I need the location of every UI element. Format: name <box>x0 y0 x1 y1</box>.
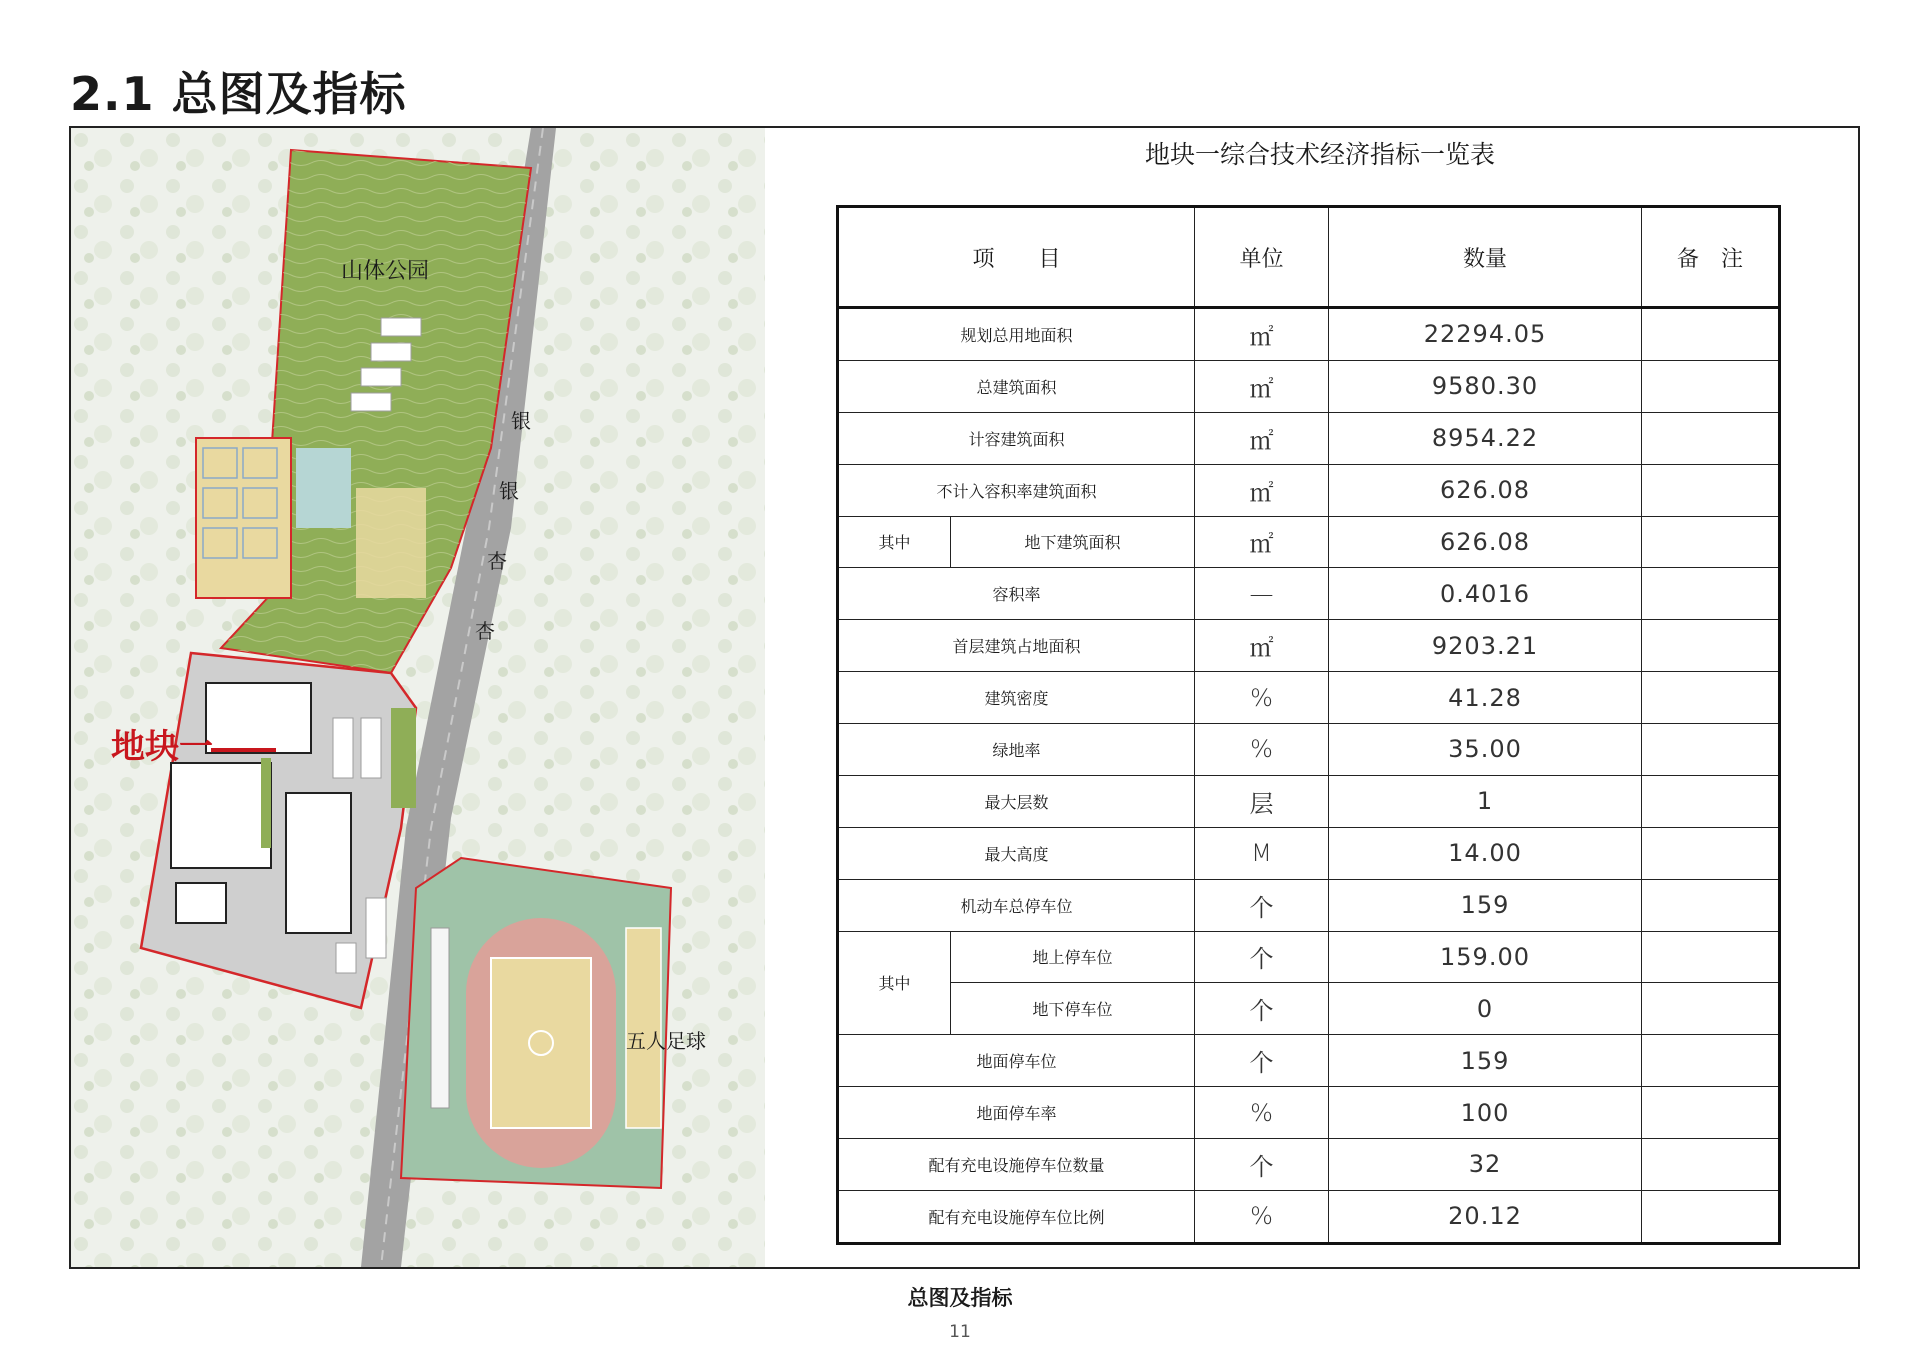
row-unit: 个 <box>1195 879 1329 931</box>
row-note <box>1642 827 1780 879</box>
row-value: 159 <box>1329 1035 1642 1087</box>
row-value: 1 <box>1329 775 1642 827</box>
label-road-2: 银 <box>499 479 519 503</box>
row-unit: 个 <box>1195 1035 1329 1087</box>
small-building <box>176 883 226 923</box>
table-row <box>838 464 1780 516</box>
label-mountain-park: 山体公园 <box>341 259 430 284</box>
row-value: 8954.22 <box>1329 412 1642 464</box>
row-name: 地面停车位 <box>838 1035 1195 1087</box>
row-name: 地面停车率 <box>838 1087 1195 1139</box>
row-name: 最大高度 <box>838 827 1195 879</box>
row-note <box>1642 983 1780 1035</box>
row-value: 35.00 <box>1329 724 1642 776</box>
label-futsal: 五人足球 <box>626 1029 706 1053</box>
row-note <box>1642 308 1780 361</box>
row-unit: ㎡ <box>1195 308 1329 361</box>
row-unit: 个 <box>1195 931 1329 983</box>
group-label: 其中 <box>838 516 951 568</box>
row-unit: 个 <box>1195 1139 1329 1191</box>
row-name: 容积率 <box>838 568 1195 620</box>
row-unit: % <box>1195 1087 1329 1139</box>
row-unit: % <box>1195 672 1329 724</box>
row-name: 地下建筑面积 <box>951 516 1195 568</box>
row-value: 100 <box>1329 1087 1642 1139</box>
court-pool <box>296 448 351 528</box>
plot-green-strip <box>261 758 271 848</box>
row-note <box>1642 464 1780 516</box>
indicator-table <box>836 205 1781 1245</box>
table-row <box>838 412 1780 464</box>
group-label: 其中 <box>838 931 951 1035</box>
table-row <box>838 620 1780 672</box>
row-value: 626.08 <box>1329 516 1642 568</box>
table-row <box>838 308 1780 361</box>
row-unit: ㎡ <box>1195 620 1329 672</box>
row-unit: — <box>1195 568 1329 620</box>
table-row <box>838 827 1780 879</box>
footer-label: 总图及指标 <box>907 1286 1013 1310</box>
row-name: 建筑密度 <box>838 672 1195 724</box>
label-road-1: 银 <box>511 409 531 433</box>
row-value: 9580.30 <box>1329 360 1642 412</box>
row-name: 机动车总停车位 <box>838 879 1195 931</box>
row-unit: ㎡ <box>1195 516 1329 568</box>
football-pitch <box>491 958 591 1128</box>
row-name: 地上停车位 <box>951 931 1195 983</box>
row-value: 41.28 <box>1329 672 1642 724</box>
table-row <box>838 1139 1780 1191</box>
row-name: 规划总用地面积 <box>838 308 1195 361</box>
row-note <box>1642 412 1780 464</box>
stands <box>431 928 449 1108</box>
main-hall-building <box>171 763 271 868</box>
row-name: 地下停车位 <box>951 983 1195 1035</box>
row-unit: M <box>1195 827 1329 879</box>
row-note <box>1642 672 1780 724</box>
header-item: 项 目 <box>838 207 1195 308</box>
table-row <box>838 516 1780 568</box>
table-row <box>838 672 1780 724</box>
table-row <box>838 1190 1780 1243</box>
row-unit: 层 <box>1195 775 1329 827</box>
table-row <box>838 724 1780 776</box>
row-note <box>1642 620 1780 672</box>
row-name: 计容建筑面积 <box>838 412 1195 464</box>
row-unit: % <box>1195 1190 1329 1243</box>
label-road-3: 杏 <box>487 549 507 573</box>
table-caption: 地块一综合技术经济指标一览表 <box>1144 140 1495 169</box>
row-value: 14.00 <box>1329 827 1642 879</box>
row-note <box>1642 516 1780 568</box>
east-courts <box>356 488 426 598</box>
row-name: 首层建筑占地面积 <box>838 620 1195 672</box>
header-quantity: 数量 <box>1329 207 1642 308</box>
plot-green-east <box>391 708 416 808</box>
row-unit: ㎡ <box>1195 412 1329 464</box>
row-value: 0.4016 <box>1329 568 1642 620</box>
row-value: 20.12 <box>1329 1190 1642 1243</box>
row-note <box>1642 775 1780 827</box>
row-value: 9203.21 <box>1329 620 1642 672</box>
table-row <box>838 1087 1780 1139</box>
row-note <box>1642 1035 1780 1087</box>
table-row <box>838 931 1780 983</box>
table-row <box>838 879 1780 931</box>
page-title: 2.1 总图及指标 <box>70 67 407 121</box>
header-note: 备 注 <box>1642 207 1780 308</box>
table-row <box>838 1035 1780 1087</box>
row-unit: 个 <box>1195 983 1329 1035</box>
row-name: 配有充电设施停车位比例 <box>838 1190 1195 1243</box>
table-header-row <box>838 207 1780 308</box>
row-name: 绿地率 <box>838 724 1195 776</box>
label-road-4: 杏 <box>475 619 495 643</box>
row-note <box>1642 360 1780 412</box>
row-note <box>1642 879 1780 931</box>
futsal-court <box>626 928 661 1128</box>
row-note <box>1642 1190 1780 1243</box>
page-number: 11 <box>949 1322 971 1342</box>
row-value: 626.08 <box>1329 464 1642 516</box>
row-note <box>1642 1139 1780 1191</box>
row-name: 总建筑面积 <box>838 360 1195 412</box>
row-note <box>1642 568 1780 620</box>
row-name: 配有充电设施停车位数量 <box>838 1139 1195 1191</box>
row-note <box>1642 931 1780 983</box>
row-unit: % <box>1195 724 1329 776</box>
row-unit: ㎡ <box>1195 464 1329 516</box>
row-name: 最大层数 <box>838 775 1195 827</box>
row-note <box>1642 1087 1780 1139</box>
table-row <box>838 775 1780 827</box>
row-value: 22294.05 <box>1329 308 1642 361</box>
row-name: 不计入容积率建筑面积 <box>838 464 1195 516</box>
row-value: 0 <box>1329 983 1642 1035</box>
table-row <box>838 360 1780 412</box>
gymnasium-building <box>206 683 311 753</box>
row-value: 159.00 <box>1329 931 1642 983</box>
header-unit: 单位 <box>1195 207 1329 308</box>
table-row <box>838 568 1780 620</box>
row-note <box>1642 724 1780 776</box>
table-row <box>838 983 1780 1035</box>
east-hall-building <box>286 793 351 933</box>
row-unit: ㎡ <box>1195 360 1329 412</box>
row-value: 32 <box>1329 1139 1642 1191</box>
site-plan-drawing <box>71 128 765 1267</box>
label-plot: 地块一 <box>111 727 213 767</box>
row-value: 159 <box>1329 879 1642 931</box>
